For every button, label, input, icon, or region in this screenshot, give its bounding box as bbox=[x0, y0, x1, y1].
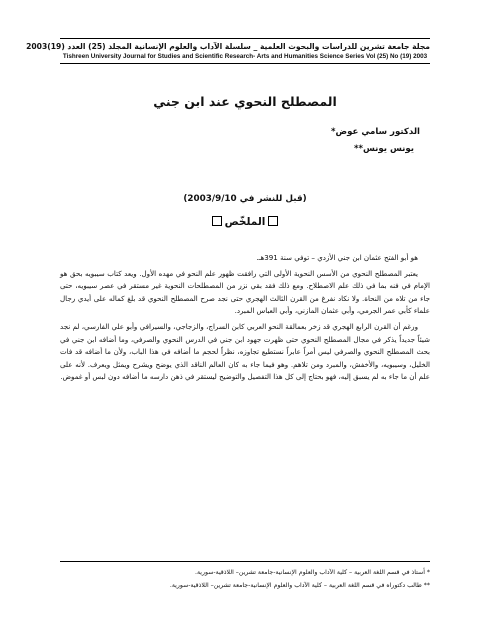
abstract-paragraph: هو أبو الفتح عثمان ابن جني الأزدي – توفي سنة 391هـ. bbox=[256, 253, 418, 262]
article-title: المصطلح النحوي عند ابن جني bbox=[153, 94, 337, 109]
accepted-date: (قبل للنشر في 2003/9/10) bbox=[183, 194, 307, 204]
footnote-divider bbox=[60, 561, 430, 562]
author-2: يونس يونس** bbox=[354, 144, 414, 154]
abstract-heading: الملخّص bbox=[224, 216, 266, 228]
footnotes bbox=[60, 566, 430, 592]
footnote-2: ** طالب دكتوراه في قسم اللغة العربية – كلية الآداب والعلوم الإنسانية-جامعة تشرين– اللاذقية-سورية. bbox=[169, 582, 430, 589]
abstract-body bbox=[60, 252, 430, 387]
abstract-paragraph: يعتبر المصطلح النحوي من الأسس النحوية الأولى التي رافقت ظهور علم النحو في مهده الأول. ويعد كتاب سيبويه بحق هو الإمام في فنه بما في ذلك علم الاصطلاح. ومع ذلك فقد بقي نزر من المصطلحات النحوية غير مستقر في عصر سيبويه، حتى جاء من تلاه من النحاة. ولا نكاد نفرغ من القرن الثالث الهجري حتى نجد صرح المصطلح النحوي قد بلغ كماله على أيدي رجال علماء كأبي عمر الجرمي، وأبي عثمان المازني، وأبي العباس المبرد. bbox=[60, 268, 430, 316]
author-1: الدكتور سامي عوض* bbox=[331, 127, 420, 137]
journal-header bbox=[26, 38, 430, 64]
box-bullet-icon bbox=[212, 216, 222, 226]
journal-header-arabic: مجلة جامعة تشرين للدراسات والبحوث العلمية _ سلسلة الآداب والعلوم الإنسانية المجلد (25) العدد (19)2003 bbox=[26, 42, 430, 51]
abstract-paragraph: ورغم أن القرن الرابع الهجري قد زخر بعمالقة النحو العربي كابن السراج، والزجاجي، والسيرافي وأبو علي الفارسي، لم نجد شيئاً جديداً يذكر في مجال المصطلح النحوي حتى ظهرت جهود ابن جني في الدرس النحوي والصرفي، وما أضافه ابن جني في بحث المصطلح النحوي والصرفي ليس أمراً عابراً نستطيع تجاوزه، نظراً لحجم ما أضافه في هذا الباب، ولأن ما أضافه قد فات الخليل، وسيبويه، والأخفش، والمبرد ومن تلاهم. وهو فيما جاء به كان العالم الناقد الذي يوضح ويشرح ويمثل ويعرف. لأنه على علم أن ما جاء به لم يسبق إليه، فهو بحتاج إلى كل هذا التفصيل والتوضيح ليستقر في ذهن دارسه ما أضافه دون لبس أو غموض. bbox=[60, 321, 430, 382]
box-bullet-icon bbox=[268, 216, 278, 226]
abstract-heading-row bbox=[60, 216, 430, 228]
footnote-1: * أستاذ في قسم اللغة العربية – كلية الآداب والعلوم الإنسانية-جامعة تشرين– اللاذقية-سورية. bbox=[195, 569, 430, 576]
journal-header-english: Tishreen University Journal for Studies and Scientific Research- Arts and Humanities Science Series Vol (25) No (19) 2003 bbox=[62, 53, 428, 60]
